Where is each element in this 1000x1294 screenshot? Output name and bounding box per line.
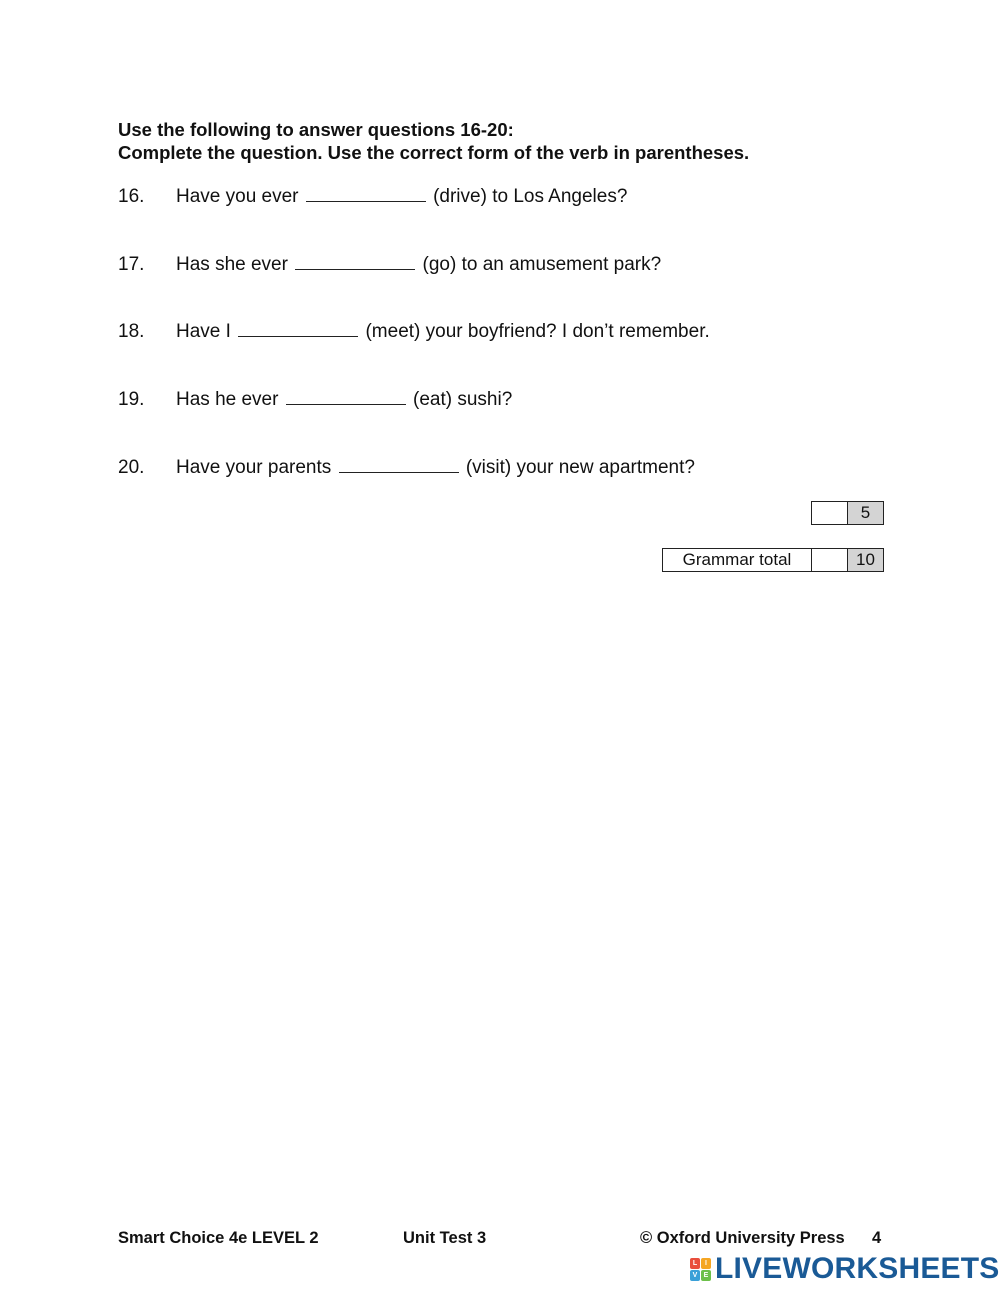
- footer-publisher: © Oxford University Press: [640, 1229, 845, 1247]
- footer-course: Smart Choice 4e LEVEL 2: [118, 1229, 319, 1247]
- footer-test: Unit Test 3: [403, 1229, 487, 1247]
- instructions-line-1: Use the following to answer questions 16-20:: [118, 119, 514, 140]
- question-number: 19.: [118, 389, 145, 410]
- instructions: [118, 119, 749, 164]
- question-text-before: Has he ever: [176, 389, 279, 410]
- question-number: 16.: [118, 186, 145, 207]
- section-score-box: [811, 501, 884, 525]
- answer-blank-16[interactable]: [306, 186, 426, 202]
- question-text-before: Have you ever: [176, 186, 299, 207]
- question-text-before: Have I: [176, 321, 231, 342]
- answer-blank-19[interactable]: [286, 389, 406, 405]
- answer-blank-20[interactable]: [339, 457, 459, 473]
- instructions-line-2: Complete the question. Use the correct form of the verb in parentheses.: [118, 141, 750, 163]
- question-number: 18.: [118, 321, 145, 342]
- question-number: 20.: [118, 457, 145, 478]
- section-score-input[interactable]: [812, 502, 847, 524]
- question-text-after: (go) to an amusement park?: [422, 254, 662, 275]
- grammar-total-max: 10: [847, 549, 883, 571]
- liveworksheets-logo-text: LIVEWORKSHEETS: [715, 1252, 1000, 1285]
- liveworksheets-logo-icon: [690, 1258, 711, 1281]
- logo-tile: V: [690, 1270, 700, 1281]
- question-text-after: (meet) your boyfriend? I don’t remember.: [365, 321, 710, 342]
- question-text-before: Have your parents: [176, 457, 332, 478]
- question-text-after: (drive) to Los Angeles?: [433, 186, 628, 207]
- logo-tile: L: [690, 1258, 700, 1269]
- answer-blank-18[interactable]: [238, 321, 358, 337]
- liveworksheets-logo: [690, 1254, 1000, 1284]
- grammar-total-box: [662, 548, 884, 572]
- section-score-max: 5: [847, 502, 883, 524]
- footer-page-number: 4: [872, 1229, 882, 1247]
- question-text-after: (eat) sushi?: [413, 389, 513, 410]
- logo-tile: E: [701, 1270, 711, 1281]
- answer-blank-17[interactable]: [295, 254, 415, 270]
- grammar-total-label: Grammar total: [682, 550, 792, 569]
- question-text-before: Has she ever: [176, 254, 288, 275]
- question-number: 17.: [118, 254, 145, 275]
- question-text-after: (visit) your new apartment?: [465, 457, 695, 478]
- logo-tile: I: [701, 1258, 711, 1269]
- grammar-total-input[interactable]: [811, 549, 847, 571]
